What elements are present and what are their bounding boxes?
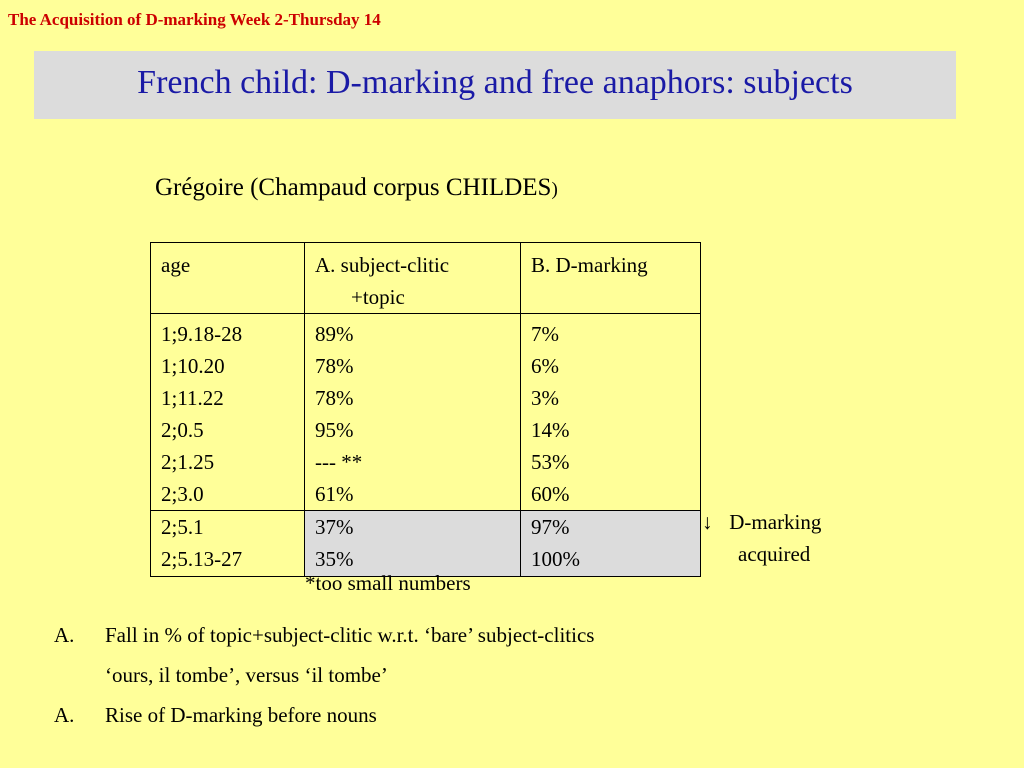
a-value: --- ** xyxy=(315,450,363,474)
b-value: 60% xyxy=(531,482,570,506)
data-table xyxy=(150,242,701,577)
subtitle-main: Grégoire (Champaud corpus CHILDES xyxy=(155,174,552,201)
point-text: Fall in % of topic+subject-clitic w.r.t. ‘bare’ subject-clitics xyxy=(105,623,595,647)
header-age-label: age xyxy=(161,253,191,277)
b-value: 97% xyxy=(531,515,570,539)
a-value: 89% xyxy=(315,322,354,346)
age-value: 2;5.13-27 xyxy=(161,547,243,571)
footnote: *too small numbers xyxy=(305,571,471,595)
point-text: ‘ours, il tombe’, versus ‘il tombe’ xyxy=(105,663,388,687)
point-item xyxy=(54,615,594,655)
a-value: 37% xyxy=(315,515,354,539)
group1-b-cell xyxy=(521,314,701,511)
age-value: 1;9.18-28 xyxy=(161,322,243,346)
slide-title-box xyxy=(34,51,956,119)
annotation-text2: acquired xyxy=(738,542,811,566)
annotation-text1: D-marking xyxy=(729,510,822,534)
slide-title: French child: D-marking and free anaphors: subjects xyxy=(137,64,853,101)
age-value: 2;1.25 xyxy=(161,450,215,474)
table-header-row xyxy=(151,243,701,314)
a-value: 61% xyxy=(315,482,354,506)
b-value: 6% xyxy=(531,354,559,378)
group2-a-cell xyxy=(305,511,521,577)
header-a xyxy=(305,243,521,314)
age-value: 2;5.1 xyxy=(161,515,204,539)
age-value: 2;0.5 xyxy=(161,418,204,442)
a-value: 78% xyxy=(315,386,354,410)
point-text: Rise of D-marking before nouns xyxy=(105,703,377,727)
header-b xyxy=(521,243,701,314)
point-marker: A. xyxy=(54,623,75,647)
a-value: 95% xyxy=(315,418,354,442)
table-row-group1 xyxy=(151,314,701,511)
age-value: 2;3.0 xyxy=(161,482,204,506)
group1-age-cell xyxy=(151,314,305,511)
point-marker: A. xyxy=(54,703,75,727)
group2-b-cell xyxy=(521,511,701,577)
header-b-label: B. D-marking xyxy=(531,253,648,277)
b-value: 100% xyxy=(531,547,580,571)
annotation-line1 xyxy=(702,506,821,538)
a-value: 35% xyxy=(315,547,354,571)
b-value: 7% xyxy=(531,322,559,346)
a-value: 78% xyxy=(315,354,354,378)
header-a-line1: A. subject-clitic xyxy=(315,253,450,277)
b-value: 14% xyxy=(531,418,570,442)
subtitle-close: ) xyxy=(551,179,558,200)
point-item xyxy=(54,695,594,735)
bullet-points xyxy=(54,615,594,735)
age-value: 1;10.20 xyxy=(161,354,225,378)
b-value: 53% xyxy=(531,450,570,474)
header-a-line2: +topic xyxy=(351,285,405,309)
header-age xyxy=(151,243,305,314)
b-value: 3% xyxy=(531,386,559,410)
arrow-down-icon: ↓ xyxy=(702,510,713,534)
d-marking-annotation xyxy=(702,506,821,570)
group1-a-cell xyxy=(305,314,521,511)
age-value: 1;11.22 xyxy=(161,386,224,410)
point-item xyxy=(54,655,594,695)
table-row-group2 xyxy=(151,511,701,577)
group2-age-cell xyxy=(151,511,305,577)
slide-subtitle xyxy=(155,174,558,202)
header-title: The Acquisition of D-marking Week 2-Thursday 14 xyxy=(8,10,381,29)
